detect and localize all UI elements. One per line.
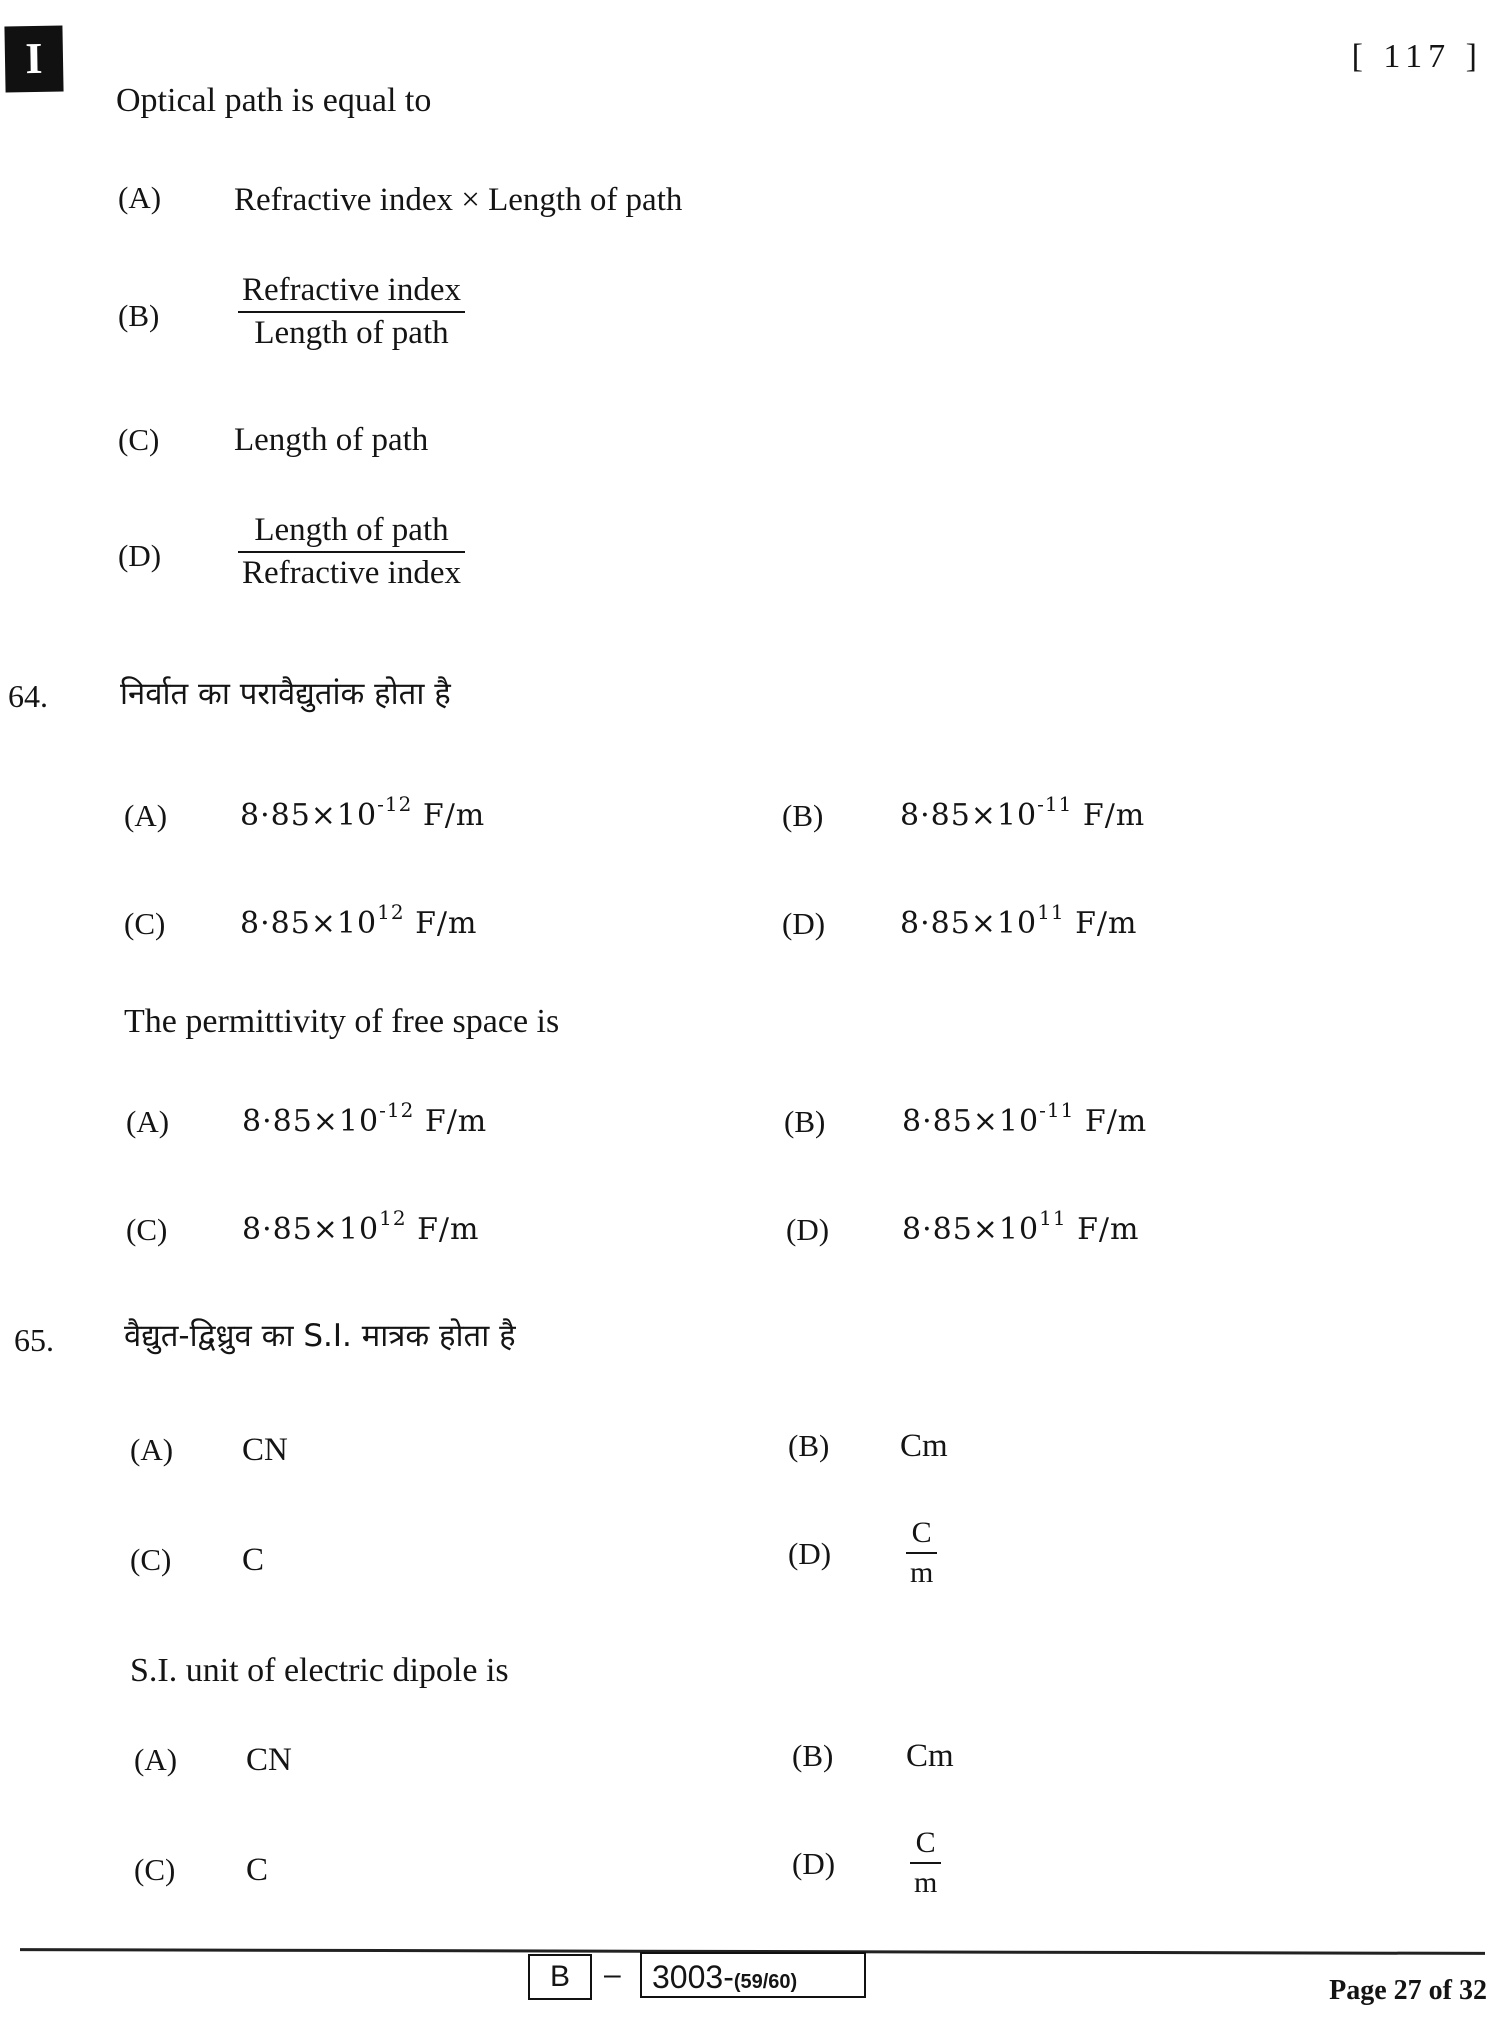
section-marker: I xyxy=(4,25,63,92)
unit: F/m xyxy=(1082,798,1146,833)
question-64-stem-english: The permittivity of free space is xyxy=(124,1003,560,1040)
q65-en-option-c-label: (C) xyxy=(134,1852,176,1887)
q64-hi-option-a-label: (A) xyxy=(124,798,168,833)
q64-en-option-a-value xyxy=(242,1098,488,1139)
q65-en-option-a-label: (A) xyxy=(134,1742,178,1777)
fraction-denominator: m xyxy=(910,1556,934,1589)
fraction-denominator: m xyxy=(914,1866,938,1899)
exponent: 11 xyxy=(1037,900,1065,924)
q64-hi-option-d-label: (D) xyxy=(782,906,826,941)
exponent: 12 xyxy=(377,900,405,924)
q65-hi-option-d-label: (D) xyxy=(788,1536,832,1571)
q65-en-option-b-text: Cm xyxy=(906,1738,954,1774)
q63-option-a-label: (A) xyxy=(118,180,162,215)
unit: F/m xyxy=(1075,906,1138,941)
exponent: -12 xyxy=(379,1098,415,1122)
mantissa: 8·85×10 xyxy=(240,906,378,941)
q64-hi-option-b-label: (B) xyxy=(782,798,824,833)
question-65-number: 65. xyxy=(14,1322,54,1358)
q63-option-b-fraction xyxy=(238,272,465,352)
q63-option-a-text: Refractive index × Length of path xyxy=(234,182,683,218)
fraction-denominator: Refractive index xyxy=(242,555,461,591)
paper-code: 3003- xyxy=(652,1959,734,1995)
series-box: B xyxy=(528,1954,592,2000)
paper-code-box xyxy=(640,1952,866,1998)
page-footer: Page 27 of 32 xyxy=(1329,1975,1487,2006)
q65-hi-option-b-text: Cm xyxy=(900,1428,948,1464)
q65-hi-option-c-text: C xyxy=(242,1542,265,1578)
mantissa: 8·85×10 xyxy=(900,798,1038,833)
fraction-denominator: Length of path xyxy=(254,315,449,351)
exponent: 11 xyxy=(1039,1206,1067,1230)
q65-hi-option-a-text: CN xyxy=(242,1432,288,1468)
q63-option-d-label: (D) xyxy=(118,538,162,573)
q64-en-option-b-label: (B) xyxy=(784,1104,826,1139)
fraction-numerator: Length of path xyxy=(238,512,465,553)
q65-en-option-a-text: CN xyxy=(246,1742,292,1778)
fraction-numerator: Refractive index xyxy=(238,272,465,313)
unit: F/m xyxy=(1084,1104,1148,1139)
question-64-stem-hindi: निर्वात का परावैद्युतांक होता है xyxy=(120,676,451,712)
mantissa: 8·85×10 xyxy=(242,1212,380,1247)
q64-en-option-c-value xyxy=(242,1206,480,1247)
unit: F/m xyxy=(1077,1212,1140,1247)
q65-en-option-d-label: (D) xyxy=(792,1846,836,1881)
page-number-bracket: [ 117 ] xyxy=(1351,38,1483,75)
q65-en-option-b-label: (B) xyxy=(792,1738,834,1773)
footer-dash: – xyxy=(604,1958,621,1991)
mantissa: 8·85×10 xyxy=(902,1104,1040,1139)
q64-en-option-c-label: (C) xyxy=(126,1212,168,1247)
unit: F/m xyxy=(415,906,478,941)
mantissa: 8·85×10 xyxy=(242,1104,380,1139)
q65-hi-option-b-label: (B) xyxy=(788,1428,830,1463)
q65-hi-option-a-label: (A) xyxy=(130,1432,174,1467)
q64-hi-option-c-label: (C) xyxy=(124,906,166,941)
exponent: 12 xyxy=(379,1206,407,1230)
q64-hi-option-b-value xyxy=(900,792,1146,833)
question-65-stem-english: S.I. unit of electric dipole is xyxy=(130,1652,509,1689)
q63-option-b-label: (B) xyxy=(118,298,160,333)
q64-hi-option-a-value xyxy=(240,792,486,833)
q65-hi-option-d-fraction xyxy=(906,1516,937,1590)
unit: F/m xyxy=(422,798,486,833)
q64-en-option-d-value xyxy=(902,1206,1140,1247)
question-64-number: 64. xyxy=(8,678,48,714)
mantissa: 8·85×10 xyxy=(900,906,1038,941)
fraction-numerator: C xyxy=(910,1826,941,1864)
unit: F/m xyxy=(424,1104,488,1139)
q64-en-option-d-label: (D) xyxy=(786,1212,830,1247)
paper-code-sub: (59/60) xyxy=(733,1971,798,1993)
q65-hi-option-c-label: (C) xyxy=(130,1542,172,1577)
mantissa: 8·85×10 xyxy=(902,1212,1040,1247)
exponent: -11 xyxy=(1039,1098,1075,1122)
q64-hi-option-c-value xyxy=(240,900,478,941)
mantissa: 8·85×10 xyxy=(240,798,378,833)
question-63-stem: Optical path is equal to xyxy=(116,82,432,119)
q64-en-option-b-value xyxy=(902,1098,1148,1139)
q65-en-option-d-fraction xyxy=(910,1826,941,1900)
q63-option-c-text: Length of path xyxy=(234,422,429,458)
fraction-numerator: C xyxy=(906,1516,937,1554)
q65-en-option-c-text: C xyxy=(246,1852,269,1888)
unit: F/m xyxy=(417,1212,480,1247)
exponent: -12 xyxy=(377,792,413,816)
q64-en-option-a-label: (A) xyxy=(126,1104,170,1139)
q63-option-c-label: (C) xyxy=(118,422,160,457)
question-65-stem-hindi: वैद्युत-द्विध्रुव का S.I. मात्रक होता है xyxy=(124,1318,516,1354)
q64-hi-option-d-value xyxy=(900,900,1138,941)
exponent: -11 xyxy=(1037,792,1073,816)
q63-option-d-fraction xyxy=(238,512,465,592)
